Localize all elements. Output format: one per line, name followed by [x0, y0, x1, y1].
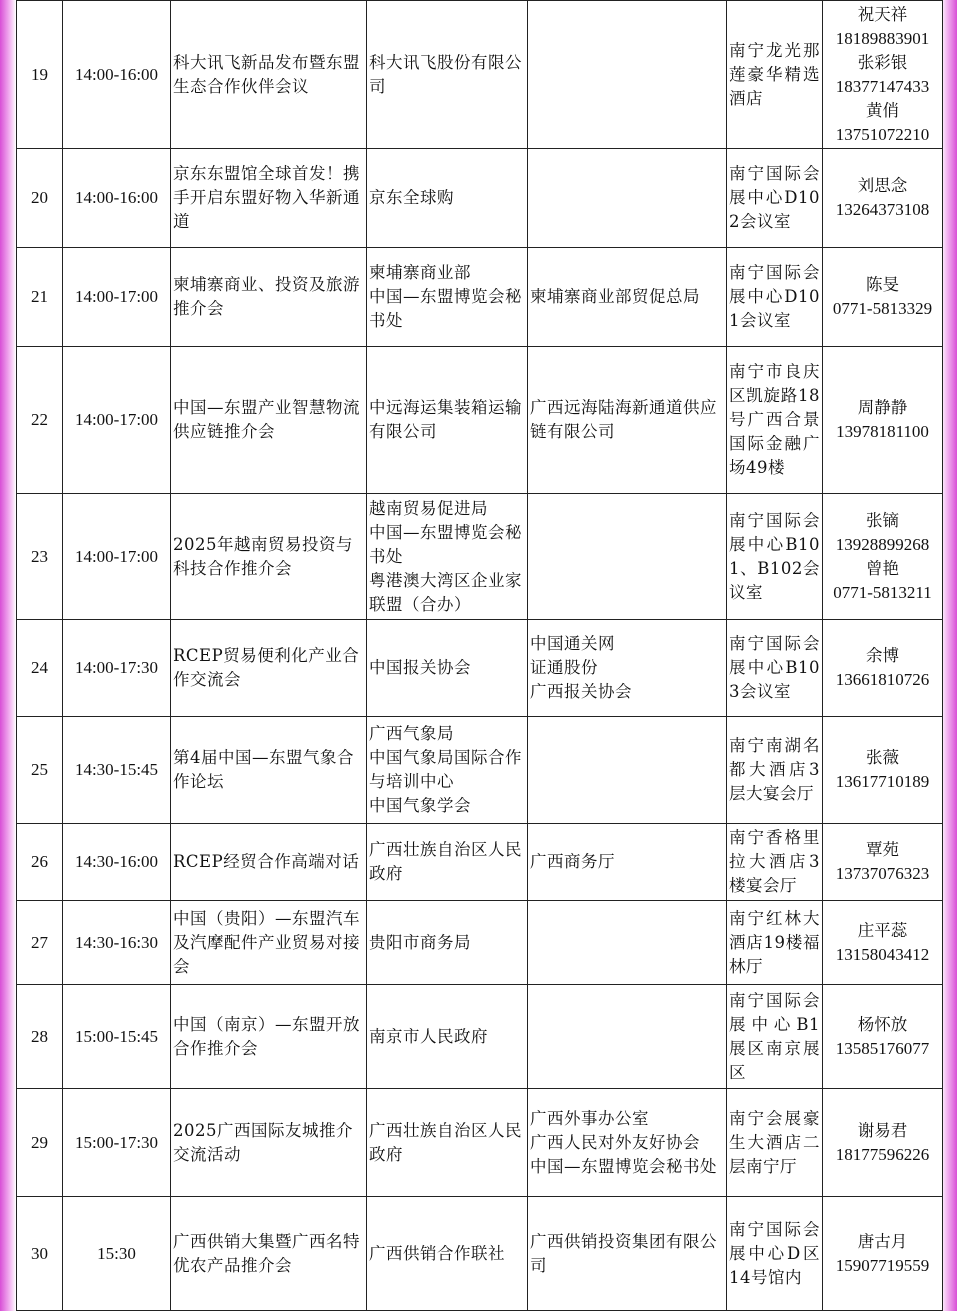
co-organizer-name: 广西外事办公室	[530, 1108, 649, 1128]
time-cell	[63, 717, 171, 824]
row-number: 21	[31, 287, 48, 306]
venue-cell	[727, 248, 823, 347]
venue-cell	[727, 620, 823, 717]
time-cell	[63, 620, 171, 717]
event-title-cell	[171, 985, 367, 1089]
co-organizer-cell	[528, 901, 727, 985]
event-time: 14:00-17:30	[74, 658, 159, 677]
venue-cell	[727, 901, 823, 985]
venue-cell	[727, 494, 823, 620]
contact-name: 唐古月	[857, 1231, 908, 1251]
organizer-name: 广西壮族自治区人民政府	[369, 1120, 522, 1164]
venue-text: 南宁国际会展中心D区14号馆内	[729, 1219, 820, 1287]
organizer-cell	[367, 1197, 528, 1311]
table-row	[17, 824, 943, 901]
co-organizer-cell	[528, 248, 727, 347]
contact-cell	[823, 1, 943, 149]
organizer-cell	[367, 620, 528, 717]
organizer-name: 中国气象学会	[369, 796, 471, 815]
event-title: 科大讯飞新品发布暨东盟生态合作伙伴会议	[173, 52, 360, 96]
event-title-cell	[171, 1197, 367, 1311]
organizer-name: 中国—东盟博览会秘书处	[369, 522, 522, 566]
event-title-cell	[171, 901, 367, 985]
co-organizer-cell	[528, 717, 727, 824]
event-title-cell	[171, 1089, 367, 1197]
contact-phone: 13978181100	[836, 422, 929, 441]
organizer-cell	[367, 1089, 528, 1197]
organizer-name: 南京市人民政府	[369, 1026, 488, 1046]
venue-cell	[727, 717, 823, 824]
contact-cell	[823, 824, 943, 901]
contact-phone: 13617710189	[835, 772, 930, 791]
co-organizer-name: 证通股份	[530, 658, 598, 677]
row-number-cell	[17, 824, 63, 901]
row-number: 30	[31, 1243, 48, 1263]
row-number: 28	[31, 1026, 48, 1046]
co-organizer-cell	[528, 985, 727, 1089]
organizer-name: 贵阳市商务局	[369, 932, 471, 952]
event-time: 15:00-17:30	[74, 1132, 159, 1152]
time-cell	[63, 347, 171, 494]
organizer-cell	[367, 717, 528, 824]
co-organizer-name: 中国—东盟博览会秘书处	[530, 1156, 717, 1176]
row-number-cell	[17, 347, 63, 494]
event-title: RCEP贸易便利化产业合作交流会	[173, 646, 360, 689]
table-row	[17, 149, 943, 248]
table-row	[17, 717, 943, 824]
contact-cell	[823, 717, 943, 824]
co-organizer-cell	[528, 1197, 727, 1311]
event-title: RCEP经贸合作高端对话	[173, 852, 360, 871]
venue-cell	[727, 985, 823, 1089]
table-row	[17, 985, 943, 1089]
co-organizer-cell	[528, 1, 727, 149]
venue-text: 南宁市良庆区凯旋路18号广西合景国际金融广场49楼	[729, 362, 820, 477]
contact-cell	[823, 1197, 943, 1311]
event-title: 京东东盟馆全球首发！携手开启东盟好物入华新通道	[173, 164, 360, 231]
contact-name: 张镝	[866, 510, 899, 530]
event-title-cell	[171, 494, 367, 620]
venue-text: 南宁会展豪生大酒店二层南宁厅	[729, 1108, 820, 1176]
co-organizer-name: 广西商务厅	[530, 852, 615, 871]
row-number: 26	[31, 852, 48, 871]
venue-cell	[727, 1197, 823, 1311]
event-title: 广西供销大集暨广西名特优农产品推介会	[173, 1231, 360, 1275]
organizer-name: 中国—东盟博览会秘书处	[369, 287, 522, 330]
time-cell	[63, 824, 171, 901]
contact-phone: 13264373108	[835, 200, 930, 219]
venue-cell	[727, 149, 823, 248]
row-number: 19	[31, 64, 48, 84]
event-time: 14:30-15:45	[74, 760, 159, 779]
contact-name: 张薇	[866, 748, 899, 767]
event-title: 第4届中国—东盟气象合作论坛	[173, 748, 354, 791]
contact-name: 张彩银	[857, 52, 908, 72]
row-number-cell	[17, 494, 63, 620]
event-title-cell	[171, 149, 367, 248]
event-title: 中国（贵阳）—东盟汽车及汽摩配件产业贸易对接会	[173, 908, 360, 976]
event-title-cell	[171, 824, 367, 901]
event-title: 2025年越南贸易投资与科技合作推介会	[173, 534, 353, 578]
contact-phone: 18189883901	[835, 28, 930, 48]
contact-name: 杨怀放	[857, 1014, 908, 1034]
event-title-cell	[171, 347, 367, 494]
venue-cell	[727, 1089, 823, 1197]
table-row	[17, 901, 943, 985]
event-time: 14:30-16:30	[74, 932, 159, 952]
contact-cell	[823, 494, 943, 620]
event-time: 15:00-15:45	[74, 1026, 159, 1046]
row-number-cell	[17, 985, 63, 1089]
row-number: 24	[31, 658, 48, 677]
contact-phone: 0771-5813329	[832, 299, 933, 318]
organizer-name: 粤港澳大湾区企业家联盟（合办）	[369, 570, 522, 614]
contact-phone: 13661810726	[835, 670, 930, 689]
co-organizer-name: 广西人民对外友好协会	[530, 1132, 700, 1152]
organizer-name: 广西供销合作联社	[369, 1243, 505, 1263]
contact-name: 庄平蕊	[857, 920, 908, 940]
row-number: 29	[31, 1132, 48, 1152]
contact-phone: 18177596226	[835, 1144, 930, 1164]
organizer-name: 中远海运集装箱运输有限公司	[369, 398, 522, 441]
table-row	[17, 620, 943, 717]
co-organizer-name: 广西报关协会	[530, 682, 632, 701]
organizer-name: 中国报关协会	[369, 658, 471, 677]
co-organizer-cell	[528, 824, 727, 901]
organizer-cell	[367, 149, 528, 248]
row-number-cell	[17, 149, 63, 248]
contact-cell	[823, 901, 943, 985]
contact-phone: 13751072210	[835, 124, 930, 144]
contact-cell	[823, 248, 943, 347]
event-time: 14:30-16:00	[74, 852, 159, 871]
event-title-cell	[171, 248, 367, 347]
event-title-cell	[171, 620, 367, 717]
table-row	[17, 1197, 943, 1311]
contact-cell	[823, 347, 943, 494]
contact-name: 谢易君	[857, 1120, 908, 1140]
co-organizer-name: 广西远海陆海新通道供应链有限公司	[530, 398, 717, 441]
contact-name: 陈旻	[866, 275, 899, 294]
event-time: 14:00-17:00	[74, 287, 159, 306]
table-row	[17, 1089, 943, 1197]
co-organizer-name: 柬埔寨商业部贸促总局	[530, 287, 700, 306]
event-time: 14:00-16:00	[74, 188, 159, 207]
contact-phone: 15907719559	[835, 1255, 930, 1275]
event-time: 14:00-17:00	[74, 410, 159, 429]
co-organizer-name: 广西供销投资集团有限公司	[530, 1231, 717, 1275]
time-cell	[63, 1197, 171, 1311]
time-cell	[63, 149, 171, 248]
organizer-name: 柬埔寨商业部	[369, 263, 471, 282]
row-number-cell	[17, 901, 63, 985]
contact-cell	[823, 620, 943, 717]
contact-name: 祝天祥	[857, 4, 908, 24]
table-row	[17, 494, 943, 620]
contact-cell	[823, 149, 943, 248]
co-organizer-cell	[528, 149, 727, 248]
organizer-cell	[367, 824, 528, 901]
time-cell	[63, 494, 171, 620]
contact-name: 刘思念	[857, 176, 908, 195]
row-number: 23	[31, 546, 48, 566]
event-title: 中国（南京）—东盟开放合作推介会	[173, 1014, 360, 1058]
event-title-cell	[171, 717, 367, 824]
time-cell	[63, 1, 171, 149]
organizer-name: 中国气象局国际合作与培训中心	[369, 748, 522, 791]
contact-name: 余博	[866, 646, 899, 665]
venue-text: 南宁国际会展中心D102会议室	[729, 164, 820, 231]
co-organizer-cell	[528, 494, 727, 620]
organizer-name: 广西壮族自治区人民政府	[369, 840, 522, 883]
contact-phone: 13737076323	[835, 864, 930, 883]
event-time: 14:00-17:00	[74, 546, 159, 566]
venue-text: 南宁国际会展中心B1展区南京展区	[729, 990, 820, 1082]
venue-cell	[727, 1, 823, 149]
schedule-sheet	[16, 0, 942, 1311]
venue-text: 南宁国际会展中心B103会议室	[729, 634, 820, 701]
co-organizer-name: 中国通关网	[530, 634, 615, 653]
co-organizer-cell	[528, 620, 727, 717]
venue-cell	[727, 824, 823, 901]
row-number: 25	[31, 760, 48, 779]
row-number-cell	[17, 717, 63, 824]
venue-text: 南宁国际会展中心D101会议室	[729, 263, 820, 330]
venue-text: 南宁龙光那莲豪华精选酒店	[729, 40, 820, 108]
table-row	[17, 248, 943, 347]
contact-cell	[823, 1089, 943, 1197]
time-cell	[63, 1089, 171, 1197]
time-cell	[63, 985, 171, 1089]
contact-phone: 0771-5813211	[833, 582, 932, 602]
organizer-name: 京东全球购	[369, 188, 454, 207]
event-title: 中国—东盟产业智慧物流供应链推介会	[173, 398, 360, 441]
venue-cell	[727, 347, 823, 494]
row-number-cell	[17, 248, 63, 347]
event-time: 15:30	[97, 1243, 136, 1263]
venue-text: 南宁红林大酒店19楼福林厅	[729, 908, 820, 976]
contact-cell	[823, 985, 943, 1089]
organizer-cell	[367, 901, 528, 985]
schedule-rows	[17, 1, 943, 1311]
contact-phone: 18377147433	[835, 76, 930, 96]
organizer-name: 越南贸易促进局	[369, 498, 488, 518]
co-organizer-cell	[528, 347, 727, 494]
row-number: 27	[31, 932, 48, 952]
venue-text: 南宁国际会展中心B101、B102会议室	[729, 510, 820, 602]
venue-text: 南宁香格里拉大酒店3楼宴会厅	[729, 828, 820, 895]
table-row	[17, 1, 943, 149]
row-number-cell	[17, 620, 63, 717]
event-time: 14:00-16:00	[74, 64, 159, 84]
table-row	[17, 347, 943, 494]
contact-name: 曾艳	[866, 558, 899, 578]
contact-name: 黄俏	[866, 100, 899, 120]
contact-name: 周静静	[857, 398, 908, 417]
organizer-name: 科大讯飞股份有限公司	[369, 52, 522, 96]
event-title: 柬埔寨商业、投资及旅游推介会	[173, 275, 360, 318]
time-cell	[63, 248, 171, 347]
venue-text: 南宁南湖名都大酒店3层大宴会厅	[729, 736, 820, 803]
row-number-cell	[17, 1197, 63, 1311]
contact-phone: 13158043412	[835, 944, 930, 964]
contact-phone: 13928899268	[835, 534, 930, 554]
schedule-table	[16, 0, 943, 1311]
row-number: 20	[31, 188, 48, 207]
event-title-cell	[171, 1, 367, 149]
event-title: 2025广西国际友城推介交流活动	[173, 1120, 353, 1164]
organizer-cell	[367, 985, 528, 1089]
organizer-cell	[367, 347, 528, 494]
organizer-cell	[367, 248, 528, 347]
organizer-name: 广西气象局	[369, 724, 454, 743]
contact-phone: 13585176077	[835, 1038, 930, 1058]
row-number-cell	[17, 1089, 63, 1197]
contact-name: 覃苑	[866, 840, 899, 859]
co-organizer-cell	[528, 1089, 727, 1197]
row-number-cell	[17, 1, 63, 149]
time-cell	[63, 901, 171, 985]
organizer-cell	[367, 1, 528, 149]
row-number: 22	[31, 410, 48, 429]
organizer-cell	[367, 494, 528, 620]
